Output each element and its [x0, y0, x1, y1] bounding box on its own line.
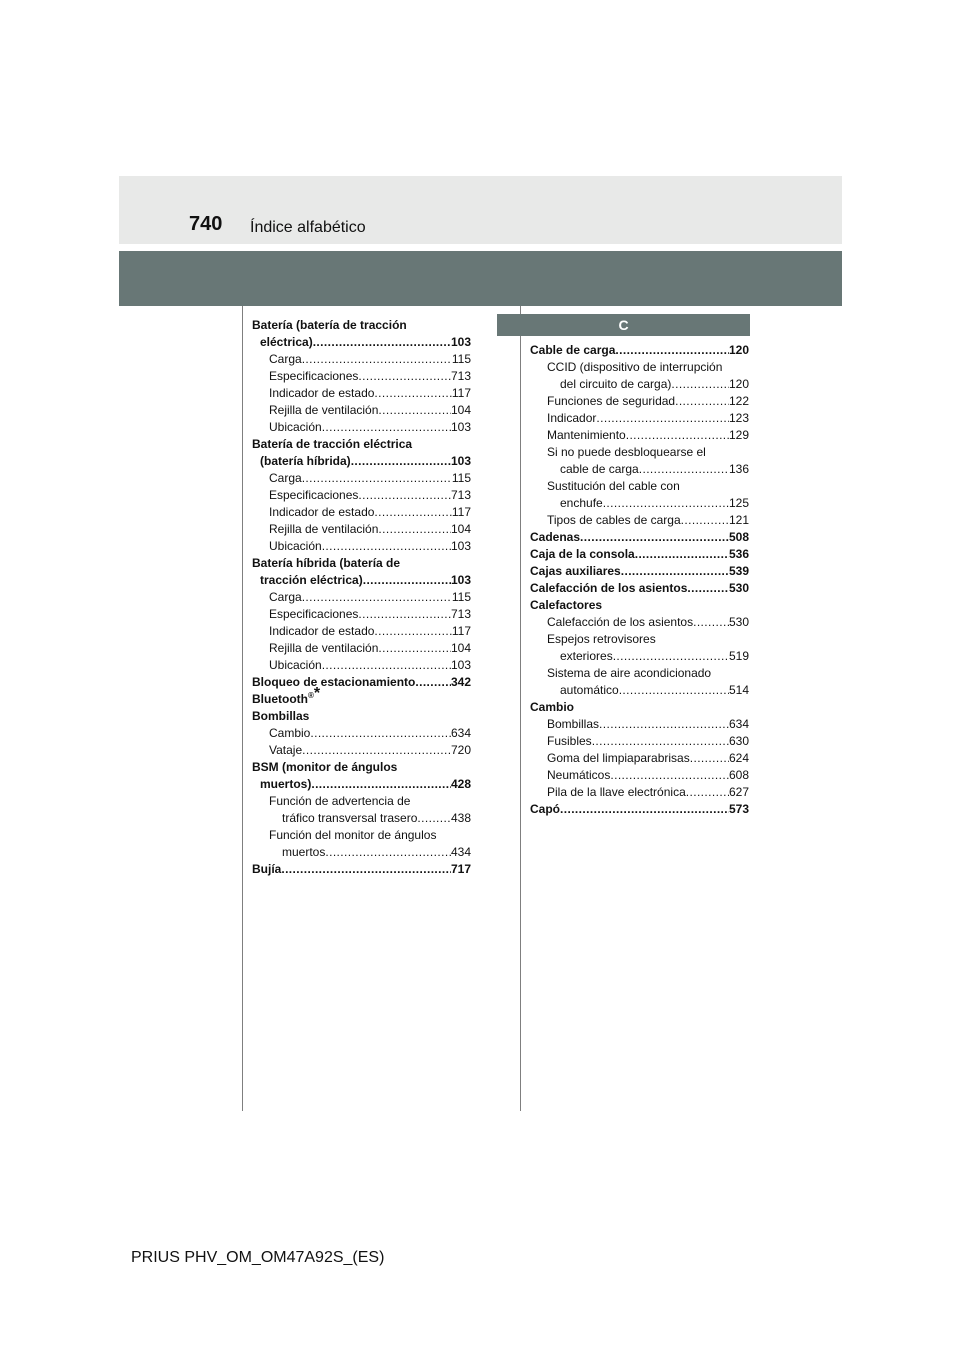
dot-leader — [374, 385, 451, 402]
index-entry-label: muertos) — [260, 777, 312, 791]
index-entry-page[interactable]: 434 — [450, 845, 471, 859]
index-entry-page[interactable]: 634 — [450, 726, 471, 740]
index-entry-label: tracción eléctrica) — [260, 573, 363, 587]
index-entry-page[interactable]: 624 — [728, 751, 749, 765]
index-entry — [252, 453, 471, 470]
index-entry-label: automático — [560, 683, 619, 697]
index-entry-label: Ubicación — [269, 420, 322, 434]
index-entry-label: del circuito de carga) — [560, 377, 672, 391]
page-number: 740 — [189, 213, 223, 235]
index-entry-label: Carga — [269, 471, 302, 485]
index-entry-page[interactable]: 104 — [450, 641, 471, 655]
index-entry-page[interactable]: 104 — [450, 403, 471, 417]
index-entry — [530, 529, 749, 546]
dot-leader — [358, 606, 451, 623]
index-entry — [530, 580, 749, 597]
dot-leader — [322, 419, 451, 436]
header-bar — [119, 251, 842, 306]
index-entry — [252, 436, 471, 453]
index-entry-label: muertos — [282, 845, 326, 859]
index-entry-label: Cambio — [530, 700, 575, 714]
index-entry — [530, 682, 749, 699]
index-entry-label: Cajas auxiliares — [530, 564, 621, 578]
index-entry-page[interactable]: 627 — [728, 785, 749, 799]
index-entry-label: Indicador — [547, 411, 597, 425]
index-entry-label: Sistema de aire acondicionado — [547, 666, 712, 680]
index-entry — [252, 504, 471, 521]
index-entry-page[interactable]: 103 — [450, 454, 471, 468]
dot-leader — [690, 750, 729, 767]
index-entry-page[interactable]: 103 — [450, 420, 471, 434]
index-entry — [252, 844, 471, 861]
index-entry-page[interactable]: 713 — [450, 607, 471, 621]
index-entry-page[interactable]: 136 — [728, 462, 749, 476]
index-entry-page[interactable]: 634 — [728, 717, 749, 731]
index-entry — [252, 385, 471, 402]
index-entry — [252, 589, 471, 606]
index-entry — [530, 512, 749, 529]
index-entry-label: CCID (dispositivo de interrupción — [547, 360, 723, 374]
index-entry-page[interactable]: 519 — [728, 649, 749, 663]
page-title: Índice alfabético — [250, 219, 366, 236]
index-entry-label: Especificaciones — [269, 488, 359, 502]
index-entry-label: Rejilla de ventilación — [269, 522, 379, 536]
dot-leader — [378, 402, 451, 419]
index-entry-label: Indicador de estado — [269, 624, 375, 638]
index-entry-label: Caja de la consola — [530, 547, 635, 561]
index-entry-label: Especificaciones — [269, 607, 359, 621]
index-entry-page[interactable]: 536 — [728, 547, 749, 561]
index-entry — [530, 461, 749, 478]
index-entry — [252, 572, 471, 589]
index-entry — [252, 470, 471, 487]
index-entry — [252, 487, 471, 504]
index-column-right — [530, 342, 749, 818]
index-entry-page[interactable]: 129 — [728, 428, 749, 442]
index-entry-label: tráfico transversal trasero — [282, 811, 418, 825]
dot-leader — [560, 801, 729, 818]
dot-leader — [378, 521, 451, 538]
index-entry-page[interactable]: 720 — [450, 743, 471, 757]
index-entry-label: Funciones de seguridad — [547, 394, 676, 408]
index-entry-page[interactable]: 120 — [728, 377, 749, 391]
index-entry — [530, 597, 749, 614]
index-entry-label: Batería de tracción eléctrica — [252, 437, 413, 451]
section-letter-tab: C — [497, 314, 750, 336]
index-entry-label: Especificaciones — [269, 369, 359, 383]
dot-leader — [621, 563, 729, 580]
index-entry — [530, 444, 749, 461]
index-entry — [530, 750, 749, 767]
dot-leader — [358, 368, 451, 385]
index-entry — [530, 648, 749, 665]
index-entry — [252, 623, 471, 640]
index-entry — [252, 759, 471, 776]
index-entry-page[interactable]: 123 — [728, 411, 749, 425]
index-entry-label: Batería (batería de tracción — [252, 318, 407, 332]
index-entry — [252, 776, 471, 793]
dot-leader — [603, 495, 729, 512]
index-entry — [530, 631, 749, 648]
index-entry-label: Cambio — [269, 726, 311, 740]
index-entry-page[interactable]: 104 — [450, 522, 471, 536]
index-entry-page[interactable]: 117 — [451, 624, 471, 638]
index-entry — [530, 427, 749, 444]
index-entry — [252, 351, 471, 368]
column-rule-right — [520, 306, 521, 1111]
index-entry-page[interactable]: 103 — [450, 658, 471, 672]
index-entry — [530, 801, 749, 818]
asterisk-mark: * — [313, 685, 321, 702]
dot-leader — [596, 410, 729, 427]
index-entry-label: Carga — [269, 590, 302, 604]
index-entry — [252, 402, 471, 419]
column-rule-left — [242, 306, 243, 1111]
index-entry — [530, 563, 749, 580]
index-entry — [252, 725, 471, 742]
dot-leader — [281, 861, 451, 878]
index-entry-label: enchufe — [560, 496, 603, 510]
dot-leader — [675, 393, 729, 410]
index-entry-label: Calefactores — [530, 598, 603, 612]
index-entry-label: Bujía — [252, 862, 282, 876]
index-entry-label: (batería híbrida) — [260, 454, 351, 468]
header-band — [119, 176, 842, 244]
dot-leader — [311, 776, 451, 793]
index-entry-page[interactable]: 342 — [450, 675, 471, 689]
index-entry-label: BSM (monitor de ángulos — [252, 760, 398, 774]
index-entry-page[interactable]: 630 — [728, 734, 749, 748]
index-entry-page[interactable]: 125 — [728, 496, 749, 510]
index-entry — [530, 342, 749, 359]
index-entry — [252, 368, 471, 385]
dot-leader — [417, 810, 451, 827]
index-entry-label: Bombillas — [252, 709, 310, 723]
index-entry — [252, 708, 471, 725]
dot-leader — [599, 716, 729, 733]
index-entry — [252, 793, 471, 810]
index-entry-label: Goma del limpiaparabrisas — [547, 751, 690, 765]
index-entry-page[interactable]: 530 — [728, 581, 749, 595]
index-entry-page[interactable]: 120 — [728, 343, 749, 357]
index-entry-label: Bloqueo de estacionamiento — [252, 675, 416, 689]
index-entry-label: Neumáticos — [547, 768, 611, 782]
dot-leader — [580, 529, 729, 546]
index-entry-label: Rejilla de ventilación — [269, 403, 379, 417]
index-entry-label: Cadenas — [530, 530, 581, 544]
index-entry-page[interactable]: 121 — [728, 513, 749, 527]
dot-leader — [378, 640, 451, 657]
index-entry — [252, 674, 471, 691]
index-entry-page[interactable]: 530 — [728, 615, 749, 629]
index-entry-label: Función de advertencia de — [269, 794, 411, 808]
dot-leader — [686, 784, 729, 801]
dot-leader — [639, 461, 729, 478]
index-entry-label: Calefacción de los asientos — [530, 581, 688, 595]
index-entry-label: Calefacción de los asientos — [547, 615, 694, 629]
dot-leader — [302, 351, 452, 368]
dot-leader — [615, 342, 729, 359]
index-entry — [530, 376, 749, 393]
index-entry-page[interactable]: 103 — [450, 539, 471, 553]
dot-leader — [619, 682, 729, 699]
dot-leader — [374, 623, 451, 640]
index-entry-label: Ubicación — [269, 658, 322, 672]
index-entry-label: Tipos de cables de carga — [547, 513, 681, 527]
index-entry-label: Carga — [269, 352, 302, 366]
index-entry-label: Función del monitor de ángulos — [269, 828, 437, 842]
index-entry — [252, 419, 471, 436]
index-entry-label: Fusibles — [547, 734, 592, 748]
index-entry-page[interactable]: 573 — [728, 802, 749, 816]
index-entry-page[interactable]: 508 — [728, 530, 749, 544]
dot-leader — [358, 487, 451, 504]
index-entry-page[interactable]: 117 — [451, 505, 471, 519]
index-entry — [530, 495, 749, 512]
dot-leader — [693, 614, 729, 631]
index-entry — [252, 810, 471, 827]
index-entry — [252, 334, 471, 351]
dot-leader — [635, 546, 729, 563]
index-entry — [252, 861, 471, 878]
index-entry — [252, 555, 471, 572]
index-entry-page[interactable]: 117 — [451, 386, 471, 400]
index-entry — [252, 657, 471, 674]
index-column-left — [252, 317, 471, 878]
index-entry-label: Pila de la llave electrónica — [547, 785, 686, 799]
dot-leader — [374, 504, 451, 521]
dot-leader — [592, 733, 729, 750]
dot-leader — [322, 657, 451, 674]
index-entry-label: Cable de carga — [530, 343, 616, 357]
dot-leader — [302, 470, 452, 487]
index-entry — [252, 827, 471, 844]
index-entry — [530, 410, 749, 427]
index-entry-label: Bombillas — [547, 717, 600, 731]
index-entry — [530, 359, 749, 376]
index-entry-label: Ubicación — [269, 539, 322, 553]
dot-leader — [671, 376, 729, 393]
index-entry — [252, 606, 471, 623]
index-entry-page[interactable]: 713 — [450, 369, 471, 383]
dot-leader — [681, 512, 729, 529]
index-entry-page[interactable]: 514 — [728, 683, 749, 697]
dot-leader — [610, 767, 729, 784]
index-entry-page[interactable]: 717 — [450, 862, 471, 876]
index-entry-label: Indicador de estado — [269, 505, 375, 519]
index-entry — [530, 784, 749, 801]
index-entry-label: Bluetooth — [252, 692, 308, 706]
index-entry — [530, 393, 749, 410]
index-entry-label: Batería híbrida (batería de — [252, 556, 401, 570]
index-entry-page[interactable]: 438 — [450, 811, 471, 825]
index-entry — [252, 640, 471, 657]
index-entry-page[interactable]: 539 — [728, 564, 749, 578]
document-code: PRIUS PHV_OM_OM47A92S_(ES) — [131, 1249, 385, 1266]
index-entry — [530, 614, 749, 631]
dot-leader — [613, 648, 729, 665]
index-entry-label: Mantenimiento — [547, 428, 626, 442]
dot-leader — [351, 453, 451, 470]
index-entry — [252, 521, 471, 538]
index-entry-label: eléctrica) — [260, 335, 313, 349]
index-entry — [252, 685, 471, 708]
index-entry-page[interactable]: 115 — [451, 352, 471, 366]
index-entry-page[interactable]: 103 — [450, 573, 471, 587]
index-entry — [530, 478, 749, 495]
index-entry-page[interactable]: 115 — [451, 471, 471, 485]
index-entry-label: exteriores — [560, 649, 613, 663]
index-entry — [530, 767, 749, 784]
index-entry-label: Indicador de estado — [269, 386, 375, 400]
index-entry — [252, 538, 471, 555]
index-entry-label: cable de carga — [560, 462, 639, 476]
index-entry-page[interactable]: 608 — [728, 768, 749, 782]
index-entry-label: Capó — [530, 802, 560, 816]
index-entry-page[interactable]: 122 — [728, 394, 749, 408]
index-entry-page[interactable]: 103 — [450, 335, 471, 349]
index-entry — [530, 699, 749, 716]
index-entry-label: Vataje — [269, 743, 303, 757]
index-entry-page[interactable]: 713 — [450, 488, 471, 502]
dot-leader — [310, 725, 451, 742]
dot-leader — [302, 742, 451, 759]
index-entry-page[interactable]: 115 — [451, 590, 471, 604]
index-entry-label: Rejilla de ventilación — [269, 641, 379, 655]
index-entry — [530, 546, 749, 563]
index-entry-label: Sustitución del cable con — [547, 479, 680, 493]
index-entry-label: Espejos retrovisores — [547, 632, 656, 646]
index-entry-label: Si no puede desbloquearse el — [547, 445, 706, 459]
dot-leader — [302, 589, 452, 606]
dot-leader — [415, 674, 451, 691]
registered-mark: ® — [308, 691, 314, 700]
dot-leader — [626, 427, 729, 444]
dot-leader — [313, 334, 451, 351]
index-entry — [530, 665, 749, 682]
dot-leader — [363, 572, 451, 589]
index-entry — [530, 716, 749, 733]
dot-leader — [687, 580, 729, 597]
dot-leader — [322, 538, 451, 555]
index-entry — [252, 742, 471, 759]
dot-leader — [325, 844, 451, 861]
index-entry-page[interactable]: 428 — [450, 777, 471, 791]
index-entry — [530, 733, 749, 750]
index-entry — [252, 317, 471, 334]
